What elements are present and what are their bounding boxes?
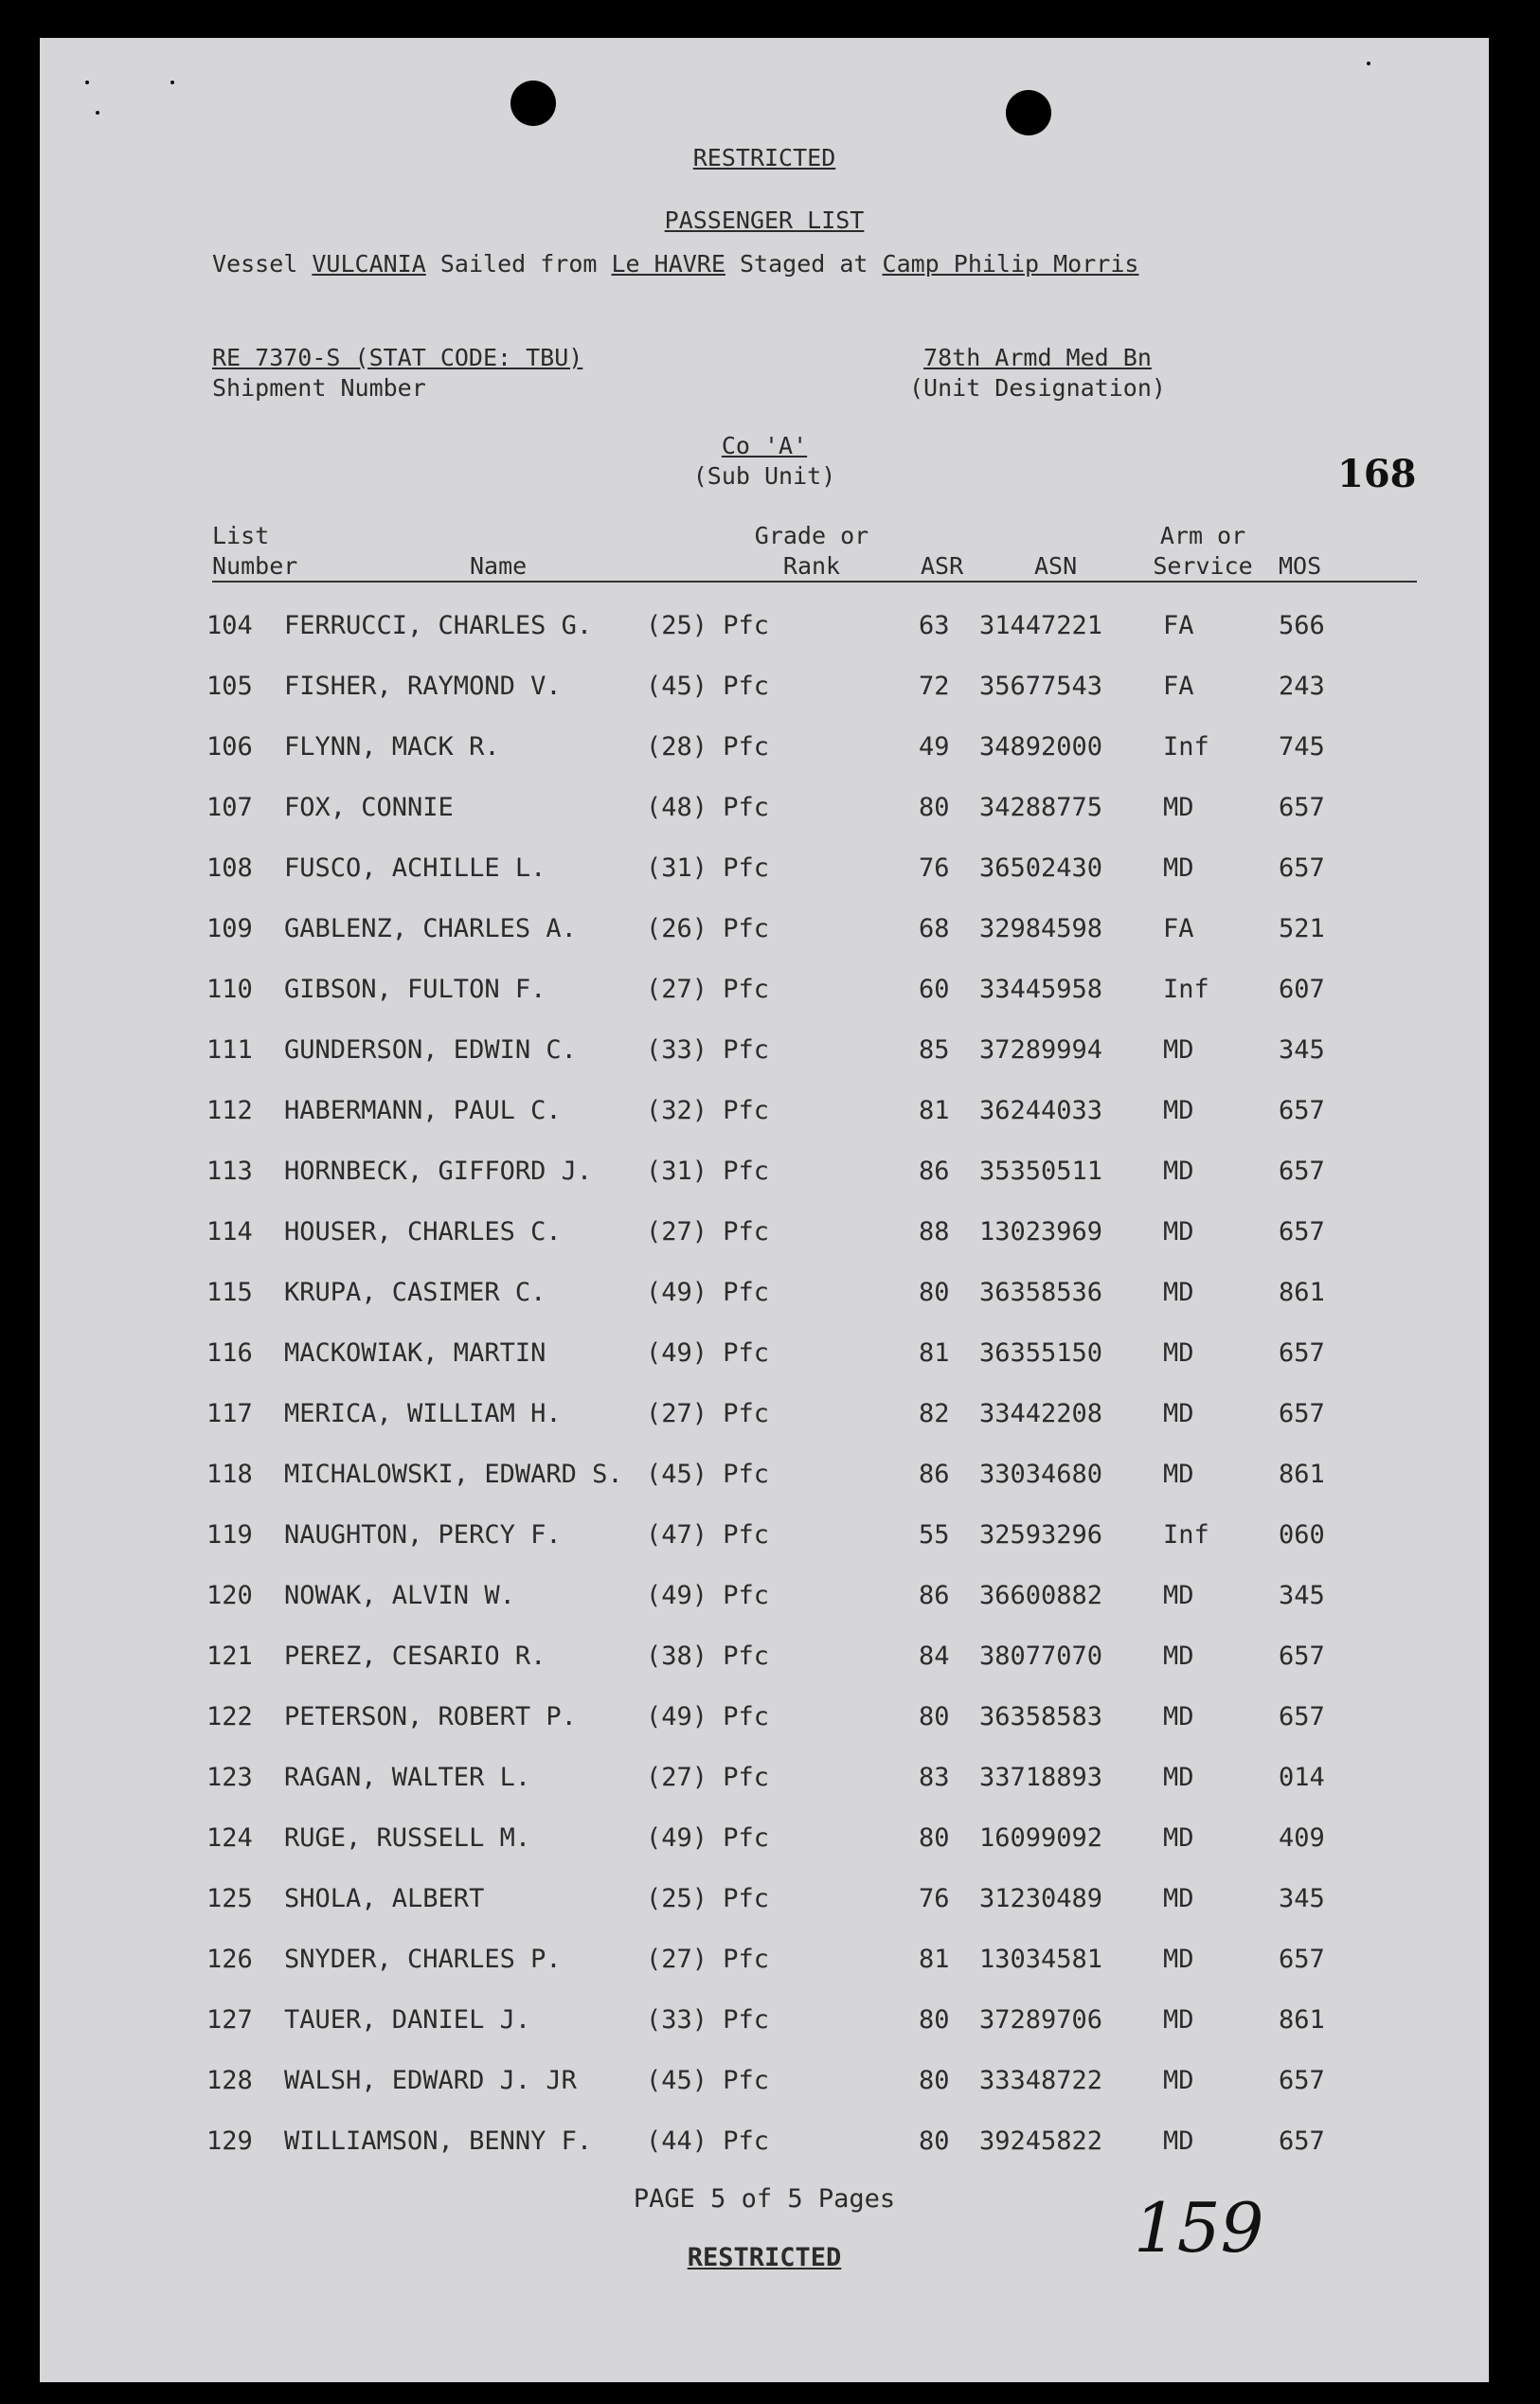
table-row	[40, 672, 1489, 709]
grade-cell: (27) Pfc	[646, 1763, 770, 1792]
arm-service-cell: MD	[1163, 1642, 1194, 1671]
asn-cell: 34288775	[979, 793, 1103, 822]
grade-cell: (26) Pfc	[646, 914, 770, 943]
passenger-name-cell: MACKOWIAK, MARTIN	[284, 1338, 546, 1368]
table-row	[40, 2126, 1489, 2164]
asr-cell: 80	[919, 1702, 950, 1731]
asr-cell: 86	[919, 1460, 950, 1489]
asr-cell: 72	[919, 672, 950, 701]
grade-cell: (49) Pfc	[646, 1702, 770, 1731]
arm-service-cell: MD	[1163, 1035, 1194, 1065]
passenger-name-cell: RAGAN, WALTER L.	[284, 1763, 531, 1792]
asn-cell: 31230489	[979, 1884, 1103, 1913]
list-number-cell: 128	[206, 2066, 253, 2095]
table-row	[40, 1338, 1489, 1376]
passenger-table	[40, 38, 1489, 2382]
list-number-cell: 127	[206, 2005, 253, 2035]
unit-caption: (Unit Designation)	[909, 374, 1166, 402]
arm-service-cell: MD	[1163, 1823, 1194, 1853]
passenger-name-cell: FISHER, RAYMOND V.	[284, 672, 562, 701]
asn-cell: 33034680	[979, 1460, 1103, 1489]
arm-service-cell: MD	[1163, 2005, 1194, 2035]
mos-cell: 607	[1279, 975, 1325, 1004]
mos-cell: 409	[1279, 1823, 1325, 1853]
mos-cell: 657	[1279, 1338, 1325, 1368]
col-grade-line2: Rank	[782, 552, 841, 580]
table-row	[40, 853, 1489, 891]
grade-cell: (45) Pfc	[646, 1460, 770, 1489]
grade-cell: (27) Pfc	[646, 1399, 770, 1428]
asr-cell: 76	[919, 1884, 950, 1913]
grade-cell: (33) Pfc	[646, 1035, 770, 1065]
asr-cell: 76	[919, 853, 950, 883]
mos-cell: 345	[1279, 1884, 1325, 1913]
grade-cell: (49) Pfc	[646, 1338, 770, 1368]
arm-service-cell: Inf	[1163, 1520, 1209, 1550]
list-number-cell: 116	[206, 1338, 253, 1368]
passenger-name-cell: WILLIAMSON, BENNY F.	[284, 2126, 593, 2156]
list-number-cell: 117	[206, 1399, 253, 1428]
table-row	[40, 1884, 1489, 1922]
passenger-name-cell: FLYNN, MACK R.	[284, 732, 500, 762]
asn-cell: 39245822	[979, 2126, 1103, 2156]
col-arm-line1: Arm or	[1159, 522, 1246, 549]
passenger-name-cell: HORNBECK, GIFFORD J.	[284, 1157, 593, 1186]
arm-service-cell: Inf	[1163, 732, 1209, 762]
mos-cell: 657	[1279, 2126, 1325, 2156]
mos-cell: 657	[1279, 2066, 1325, 2095]
list-number-cell: 120	[206, 1581, 253, 1610]
grade-cell: (45) Pfc	[646, 672, 770, 701]
list-number-cell: 114	[206, 1217, 253, 1247]
asn-cell: 36355150	[979, 1338, 1103, 1368]
arm-service-cell: MD	[1163, 2126, 1194, 2156]
asn-cell: 32593296	[979, 1520, 1103, 1550]
table-row	[40, 1096, 1489, 1134]
vessel-name: VULCANIA	[312, 250, 426, 278]
table-row	[40, 732, 1489, 770]
mos-cell: 745	[1279, 732, 1325, 762]
asr-cell: 81	[919, 1096, 950, 1125]
passenger-name-cell: NAUGHTON, PERCY F.	[284, 1520, 562, 1550]
arm-service-cell: MD	[1163, 1399, 1194, 1428]
passenger-name-cell: KRUPA, CASIMER C.	[284, 1278, 546, 1307]
passenger-name-cell: FOX, CONNIE	[284, 793, 454, 822]
mos-cell: 014	[1279, 1763, 1325, 1792]
asr-cell: 80	[919, 2005, 950, 2035]
arm-service-cell: MD	[1163, 1945, 1194, 1974]
mos-cell: 521	[1279, 914, 1325, 943]
arm-service-cell: MD	[1163, 1096, 1194, 1125]
mos-cell: 566	[1279, 611, 1325, 640]
asn-cell: 36502430	[979, 853, 1103, 883]
sub-unit-caption: (Sub Unit)	[692, 462, 836, 490]
list-number-cell: 115	[206, 1278, 253, 1307]
table-row	[40, 1520, 1489, 1558]
asn-cell: 32984598	[979, 914, 1103, 943]
table-row	[40, 1399, 1489, 1437]
asn-cell: 16099092	[979, 1823, 1103, 1853]
grade-cell: (33) Pfc	[646, 2005, 770, 2035]
mos-cell: 861	[1279, 2005, 1325, 2035]
asr-cell: 80	[919, 2066, 950, 2095]
asn-cell: 13023969	[979, 1217, 1103, 1247]
arm-service-cell: MD	[1163, 1278, 1194, 1307]
list-number-cell: 104	[206, 611, 253, 640]
mos-cell: 657	[1279, 1217, 1325, 1247]
sub-unit: Co 'A'	[721, 432, 808, 459]
sailed-label: Sailed from	[439, 250, 598, 278]
table-row	[40, 1945, 1489, 1982]
list-number-cell: 106	[206, 732, 253, 762]
asn-cell: 33348722	[979, 2066, 1103, 2095]
mos-cell: 243	[1279, 672, 1325, 701]
arm-service-cell: Inf	[1163, 975, 1209, 1004]
passenger-name-cell: WALSH, EDWARD J. JR	[284, 2066, 577, 2095]
arm-service-cell: MD	[1163, 1217, 1194, 1247]
asn-cell: 33442208	[979, 1399, 1103, 1428]
mos-cell: 345	[1279, 1035, 1325, 1065]
list-number-cell: 129	[206, 2126, 253, 2156]
document-page	[40, 38, 1489, 2382]
grade-cell: (49) Pfc	[646, 1581, 770, 1610]
arm-service-cell: MD	[1163, 2066, 1194, 2095]
col-list-number-line2: Number	[212, 552, 298, 580]
mos-cell: 861	[1279, 1278, 1325, 1307]
sailed-from: Le HAVRE	[611, 250, 725, 278]
asr-cell: 80	[919, 1823, 950, 1853]
passenger-name-cell: MICHALOWSKI, EDWARD S.	[284, 1460, 623, 1489]
grade-cell: (31) Pfc	[646, 1157, 770, 1186]
table-row	[40, 1157, 1489, 1194]
list-number-cell: 118	[206, 1460, 253, 1489]
asr-cell: 84	[919, 1642, 950, 1671]
list-number-cell: 125	[206, 1884, 253, 1913]
passenger-name-cell: GIBSON, FULTON F.	[284, 975, 546, 1004]
restricted-header: RESTRICTED	[692, 144, 836, 171]
arm-service-cell: MD	[1163, 1157, 1194, 1186]
asn-cell: 31447221	[979, 611, 1103, 640]
table-row	[40, 611, 1489, 649]
list-number-cell: 111	[206, 1035, 253, 1065]
asr-cell: 63	[919, 611, 950, 640]
asn-cell: 33718893	[979, 1763, 1103, 1792]
col-asr: ASR	[921, 552, 964, 580]
mos-cell: 657	[1279, 1945, 1325, 1974]
list-number-cell: 119	[206, 1520, 253, 1550]
passenger-name-cell: FERRUCCI, CHARLES G.	[284, 611, 593, 640]
asn-cell: 36244033	[979, 1096, 1103, 1125]
asn-cell: 38077070	[979, 1642, 1103, 1671]
passenger-name-cell: SNYDER, CHARLES P.	[284, 1945, 562, 1974]
table-row	[40, 793, 1489, 831]
asn-cell: 37289994	[979, 1035, 1103, 1065]
grade-cell: (49) Pfc	[646, 1823, 770, 1853]
document-title: PASSENGER LIST	[664, 206, 865, 234]
list-number-cell: 112	[206, 1096, 253, 1125]
asn-cell: 37289706	[979, 2005, 1103, 2035]
arm-service-cell: MD	[1163, 1884, 1194, 1913]
table-row	[40, 1278, 1489, 1316]
passenger-name-cell: GABLENZ, CHARLES A.	[284, 914, 577, 943]
passenger-name-cell: FUSCO, ACHILLE L.	[284, 853, 546, 883]
grade-cell: (49) Pfc	[646, 1278, 770, 1307]
arm-service-cell: MD	[1163, 1763, 1194, 1792]
unit-designation: 78th Armd Med Bn	[923, 344, 1152, 371]
asr-cell: 60	[919, 975, 950, 1004]
grade-cell: (27) Pfc	[646, 975, 770, 1004]
grade-cell: (48) Pfc	[646, 793, 770, 822]
mos-cell: 657	[1279, 1702, 1325, 1731]
list-number-cell: 110	[206, 975, 253, 1004]
asr-cell: 83	[919, 1763, 950, 1792]
asr-cell: 88	[919, 1217, 950, 1247]
restricted-footer: RESTRICTED	[687, 2243, 842, 2272]
passenger-name-cell: PETERSON, ROBERT P.	[284, 1702, 577, 1731]
asr-cell: 86	[919, 1157, 950, 1186]
col-name: Name	[470, 552, 528, 580]
asn-cell: 35350511	[979, 1157, 1103, 1186]
table-row	[40, 914, 1489, 952]
handwritten-number: 159	[1134, 2188, 1264, 2268]
passenger-name-cell: PEREZ, CESARIO R.	[284, 1642, 546, 1671]
table-row	[40, 1217, 1489, 1255]
list-number-cell: 126	[206, 1945, 253, 1974]
asr-cell: 80	[919, 2126, 950, 2156]
list-number-cell: 123	[206, 1763, 253, 1792]
table-row	[40, 1702, 1489, 1740]
arm-service-cell: FA	[1163, 672, 1194, 701]
col-list-number-line1: List	[212, 522, 270, 549]
table-row	[40, 1763, 1489, 1801]
list-number-cell: 121	[206, 1642, 253, 1671]
grade-cell: (44) Pfc	[646, 2126, 770, 2156]
passenger-name-cell: SHOLA, ALBERT	[284, 1884, 485, 1913]
passenger-name-cell: GUNDERSON, EDWIN C.	[284, 1035, 577, 1065]
mos-cell: 657	[1279, 1399, 1325, 1428]
shipment-number: RE 7370-S (STAT CODE: TBU)	[212, 344, 583, 371]
page-stamp: 168	[1337, 452, 1417, 496]
mos-cell: 657	[1279, 1642, 1325, 1671]
table-row	[40, 1823, 1489, 1861]
arm-service-cell: MD	[1163, 853, 1194, 883]
mos-cell: 060	[1279, 1520, 1325, 1550]
asr-cell: 49	[919, 732, 950, 762]
grade-cell: (45) Pfc	[646, 2066, 770, 2095]
asn-cell: 36358536	[979, 1278, 1103, 1307]
grade-cell: (25) Pfc	[646, 1884, 770, 1913]
asr-cell: 85	[919, 1035, 950, 1065]
asn-cell: 33445958	[979, 975, 1103, 1004]
list-number-cell: 105	[206, 672, 253, 701]
page-footer: PAGE 5 of 5 Pages	[633, 2184, 896, 2214]
arm-service-cell: MD	[1163, 1581, 1194, 1610]
asr-cell: 82	[919, 1399, 950, 1428]
asn-cell: 36358583	[979, 1702, 1103, 1731]
staged-label: Staged at	[739, 250, 868, 278]
list-number-cell: 108	[206, 853, 253, 883]
table-row	[40, 2066, 1489, 2104]
col-asn: ASN	[1034, 552, 1078, 580]
arm-service-cell: MD	[1163, 1338, 1194, 1368]
grade-cell: (28) Pfc	[646, 732, 770, 762]
asr-cell: 80	[919, 793, 950, 822]
mos-cell: 345	[1279, 1581, 1325, 1610]
asr-cell: 55	[919, 1520, 950, 1550]
asn-cell: 13034581	[979, 1945, 1103, 1974]
passenger-name-cell: MERICA, WILLIAM H.	[284, 1399, 562, 1428]
col-mos: MOS	[1279, 552, 1322, 580]
mos-cell: 657	[1279, 793, 1325, 822]
arm-service-cell: MD	[1163, 1702, 1194, 1731]
asn-cell: 34892000	[979, 732, 1103, 762]
grade-cell: (25) Pfc	[646, 611, 770, 640]
passenger-name-cell: HABERMANN, PAUL C.	[284, 1096, 562, 1125]
asr-cell: 81	[919, 1945, 950, 1974]
arm-service-cell: FA	[1163, 914, 1194, 943]
col-grade-line1: Grade or	[754, 522, 869, 549]
mos-cell: 657	[1279, 1096, 1325, 1125]
passenger-name-cell: NOWAK, ALVIN W.	[284, 1581, 515, 1610]
grade-cell: (47) Pfc	[646, 1520, 770, 1550]
mos-cell: 657	[1279, 853, 1325, 883]
table-row	[40, 1035, 1489, 1073]
arm-service-cell: FA	[1163, 611, 1194, 640]
asr-cell: 80	[919, 1278, 950, 1307]
mos-cell: 657	[1279, 1157, 1325, 1186]
list-number-cell: 124	[206, 1823, 253, 1853]
list-number-cell: 113	[206, 1157, 253, 1186]
table-row	[40, 2005, 1489, 2043]
table-row	[40, 1460, 1489, 1498]
col-arm-line2: Service	[1153, 552, 1253, 580]
grade-cell: (32) Pfc	[646, 1096, 770, 1125]
grade-cell: (27) Pfc	[646, 1217, 770, 1247]
arm-service-cell: MD	[1163, 1460, 1194, 1489]
passenger-name-cell: RUGE, RUSSELL M.	[284, 1823, 531, 1853]
passenger-name-cell: TAUER, DANIEL J.	[284, 2005, 531, 2035]
passenger-name-cell: HOUSER, CHARLES C.	[284, 1217, 562, 1247]
mos-cell: 861	[1279, 1460, 1325, 1489]
arm-service-cell: MD	[1163, 793, 1194, 822]
table-row	[40, 1642, 1489, 1679]
grade-cell: (27) Pfc	[646, 1945, 770, 1974]
table-row	[40, 975, 1489, 1013]
asn-cell: 35677543	[979, 672, 1103, 701]
vessel-label: Vessel	[212, 250, 298, 278]
asr-cell: 68	[919, 914, 950, 943]
asn-cell: 36600882	[979, 1581, 1103, 1610]
table-row	[40, 1581, 1489, 1619]
asr-cell: 81	[919, 1338, 950, 1368]
shipment-caption: Shipment Number	[212, 374, 426, 402]
staged-at: Camp Philip Morris	[882, 250, 1139, 278]
grade-cell: (38) Pfc	[646, 1642, 770, 1671]
list-number-cell: 109	[206, 914, 253, 943]
asr-cell: 86	[919, 1581, 950, 1610]
list-number-cell: 122	[206, 1702, 253, 1731]
list-number-cell: 107	[206, 793, 253, 822]
grade-cell: (31) Pfc	[646, 853, 770, 883]
